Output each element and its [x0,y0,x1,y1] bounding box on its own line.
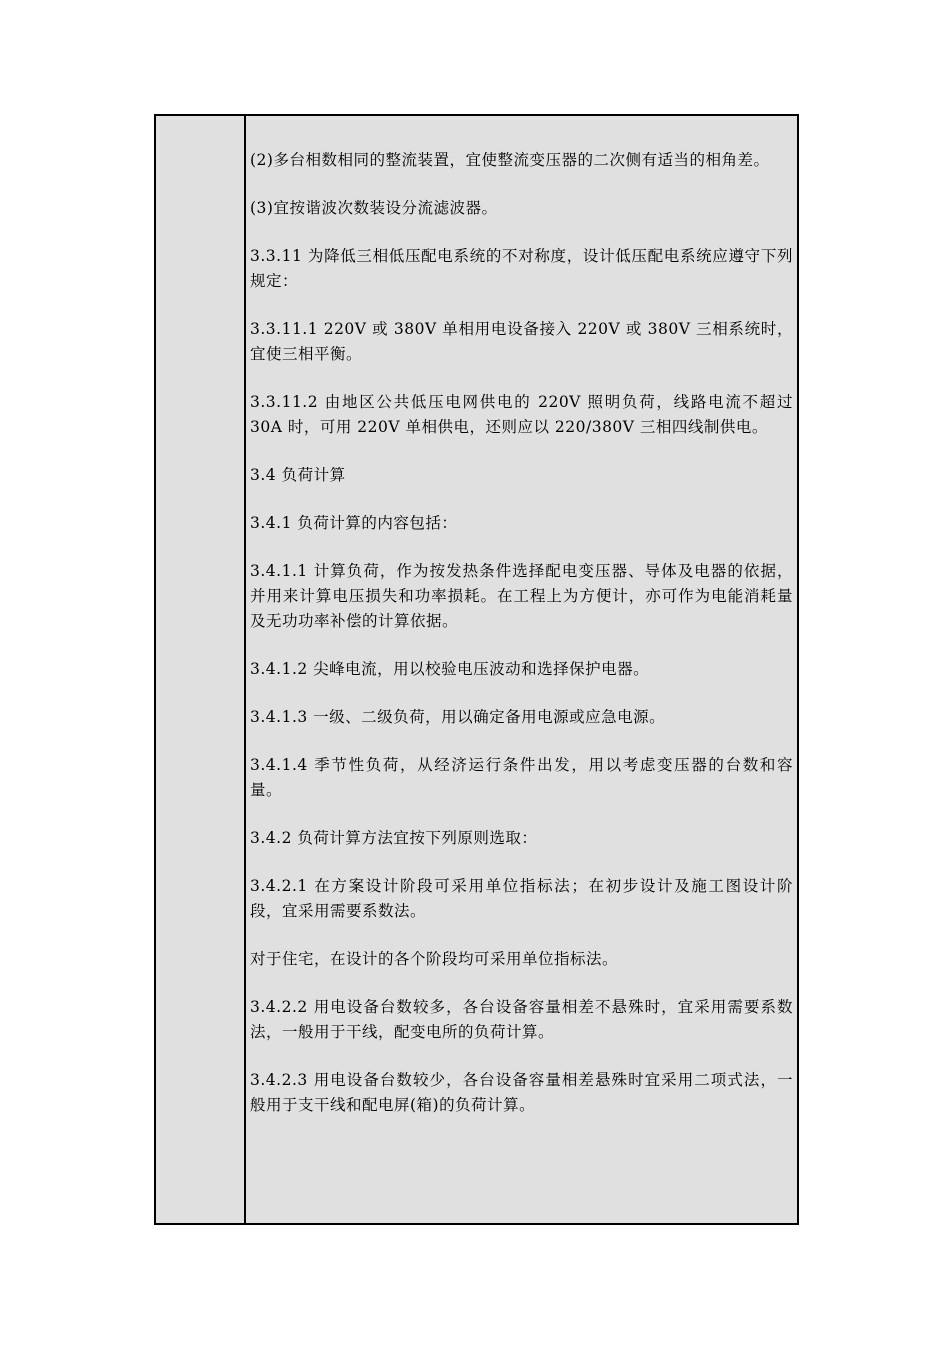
paragraph: 3.4.1.2 尖峰电流，用以校验电压波动和选择保护电器。 [250,660,650,678]
paragraph: 3.4.2.2 用电设备台数较多，各台设备容量相差不悬殊时，宜采用需要系数法，一般用于干线，配变电所的负荷计算。 [250,998,793,1041]
paragraph: 3.4.2 负荷计算方法宜按下列原则选取： [250,829,538,847]
paragraph: 3.4.1 负荷计算的内容包括： [250,514,458,532]
section-heading: 3.4 负荷计算 [250,466,346,484]
table-content-column [246,116,797,1223]
paragraph: 3.3.11 为降低三相低压配电系统的不对称度，设计低压配电系统应遵守下列规定： [250,247,793,290]
paragraph: 3.4.2.3 用电设备台数较少，各台设备容量相差悬殊时宜采用二项式法，一般用于支干线和配电屏(箱)的负荷计算。 [250,1071,793,1114]
paragraph: (3)宜按谐波次数装设分流滤波器。 [250,199,498,217]
document-table [154,114,799,1225]
paragraph: 3.3.11.1 220V 或 380V 单相用电设备接入 220V 或 380V 三相系统时，宜使三相平衡。 [250,320,793,363]
paragraph: 3.4.1.1 计算负荷，作为按发热条件选择配电变压器、导体及电器的依据，并用来计算电压损失和功率损耗。在工程上为方便计，亦可作为电能消耗量及无功功率补偿的计算依据。 [250,562,793,630]
paragraph: 3.3.11.2 由地区公共低压电网供电的 220V 照明负荷，线路电流不超过 30A 时，可用 220V 单相供电，还则应以 220/380V 三相四线制供电。 [250,393,793,436]
paragraph: (2)多台相数相同的整流装置，宜使整流变压器的二次侧有适当的相角差。 [250,151,770,169]
paragraph: 3.4.1.3 一级、二级负荷，用以确定备用电源或应急电源。 [250,708,666,726]
paragraph: 3.4.1.4 季节性负荷，从经济运行条件出发，用以考虑变压器的台数和容量。 [250,756,793,799]
paragraph: 3.4.2.1 在方案设计阶段可采用单位指标法；在初步设计及施工图设计阶段，宜采用需要系数法。 [250,877,793,920]
table-left-column [156,116,246,1223]
paragraph: 对于住宅，在设计的各个阶段均可采用单位指标法。 [250,950,619,968]
